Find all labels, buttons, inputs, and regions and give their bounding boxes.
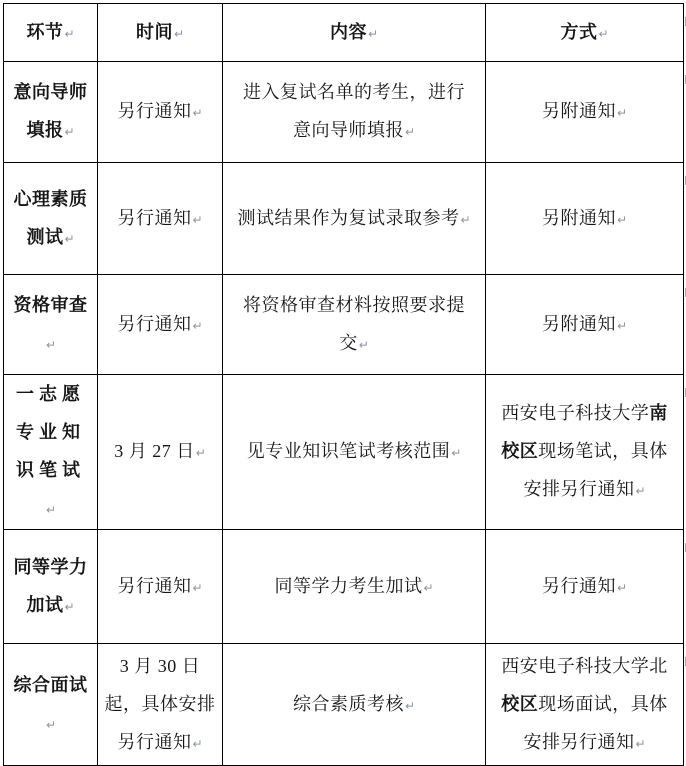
cell-time <box>98 644 223 766</box>
return-mark-icon: ↵ <box>460 212 471 227</box>
return-mark-icon: ↵ <box>45 717 57 732</box>
return-mark-icon: ↵ <box>404 125 416 139</box>
return-mark-icon: ↵ <box>192 318 203 333</box>
content-text: 测试结果作为复试录取参考 <box>237 207 460 228</box>
return-mark-icon: ↵ <box>598 26 609 41</box>
cell-content <box>223 530 486 644</box>
time-text: 另行通知 <box>117 313 192 334</box>
method-bold-text: 校区 <box>501 693 539 714</box>
time-text: 3 月 27 日 <box>114 441 195 461</box>
cell-method <box>486 375 684 530</box>
return-mark-icon: ↵ <box>64 599 75 614</box>
cell-method <box>486 163 684 275</box>
return-mark-icon: ↵ <box>45 337 57 352</box>
method-text: 西安电子科技大学北 <box>501 655 668 676</box>
table-row <box>4 644 684 766</box>
cell-stage <box>4 375 98 530</box>
return-mark-icon: ↵ <box>192 736 203 751</box>
table-header-row <box>4 4 684 62</box>
return-mark-icon: ↵ <box>451 446 462 460</box>
table-row <box>4 375 684 530</box>
cell-content <box>223 644 486 766</box>
cell-stage <box>4 62 98 163</box>
header-label: 环节 <box>26 21 64 42</box>
method-text: 另行通知 <box>541 575 616 596</box>
cell-method <box>486 275 684 375</box>
table-row <box>4 275 684 375</box>
cell-time <box>98 62 223 163</box>
cell-content <box>223 62 486 163</box>
content-text: 同等学力考生加试 <box>274 575 423 596</box>
return-mark-icon: ↵ <box>45 503 57 517</box>
header-cell-time <box>98 4 223 62</box>
cell-method <box>486 530 684 644</box>
header-cell-method <box>486 4 684 62</box>
return-mark-icon: ↵ <box>367 26 379 41</box>
return-mark-icon: ↵ <box>192 212 203 227</box>
return-mark-icon: ↵ <box>616 212 628 227</box>
header-label: 时间 <box>135 21 173 42</box>
return-mark-icon: ↵ <box>192 580 203 595</box>
cell-content <box>223 163 486 275</box>
cell-stage <box>4 530 98 644</box>
return-mark-icon: ↵ <box>192 106 203 120</box>
header-cell-content <box>223 4 486 62</box>
return-mark-icon: ↵ <box>358 337 369 352</box>
cell-content <box>223 375 486 530</box>
stage-text: 意向导师填报 <box>13 82 88 140</box>
method-text: 另附通知 <box>541 313 616 334</box>
return-mark-icon: ↵ <box>195 446 206 460</box>
return-mark-icon: ↵ <box>616 580 628 595</box>
table-row <box>4 530 684 644</box>
stage-text: 心理素质测试 <box>13 188 88 247</box>
stage-text: 综合面试 <box>13 674 88 695</box>
return-mark-icon: ↵ <box>64 26 75 41</box>
time-text: 另行通知 <box>117 207 192 228</box>
return-mark-icon: ↵ <box>423 580 434 595</box>
return-mark-icon: ↵ <box>616 318 628 333</box>
content-text: 见专业知识笔试考核范围 <box>246 441 451 461</box>
content-text: 进入复试名单的考生，进行意向导师填报 <box>243 82 465 140</box>
return-mark-icon: ↵ <box>173 26 185 41</box>
cell-time <box>98 530 223 644</box>
return-mark-icon: ↵ <box>64 231 75 246</box>
method-text: 现场笔试，具体安排另行通知 <box>523 441 668 499</box>
return-mark-icon: ↵ <box>404 698 416 713</box>
time-text: 3 月 30 日起，具体安排另行通知 <box>104 655 216 752</box>
cell-time <box>98 275 223 375</box>
header-cell-stage <box>4 4 98 62</box>
header-label: 方式 <box>560 21 598 42</box>
content-text: 综合素质考核 <box>292 693 404 714</box>
method-text: 现场面试，具体安排另行通知 <box>523 693 668 752</box>
header-label: 内容 <box>329 21 367 42</box>
table-row <box>4 62 684 163</box>
return-mark-icon: ↵ <box>616 106 628 120</box>
content-text: 将资格审查材料按照要求提交 <box>243 294 465 353</box>
return-mark-icon: ↵ <box>635 736 646 751</box>
cell-method <box>486 62 684 163</box>
stage-text: 一志愿专业知识笔试 <box>16 384 85 480</box>
method-text: 另附通知 <box>541 207 616 228</box>
return-mark-icon: ↵ <box>64 125 75 139</box>
time-text: 另行通知 <box>117 575 192 596</box>
schedule-table <box>3 3 684 766</box>
table-row <box>4 163 684 275</box>
cell-method <box>486 644 684 766</box>
time-text: 另行通知 <box>117 101 192 121</box>
method-text: 另附通知 <box>541 101 616 121</box>
cell-time <box>98 375 223 530</box>
stage-text: 同等学力加试 <box>13 556 88 615</box>
method-bold-text: 南校区 <box>501 403 668 461</box>
cell-time <box>98 163 223 275</box>
return-mark-icon: ↵ <box>635 484 646 498</box>
cell-content <box>223 275 486 375</box>
stage-text: 资格审查 <box>13 294 88 315</box>
cell-stage <box>4 163 98 275</box>
method-text: 西安电子科技大学 <box>501 403 650 423</box>
cell-stage <box>4 275 98 375</box>
cell-stage <box>4 644 98 766</box>
